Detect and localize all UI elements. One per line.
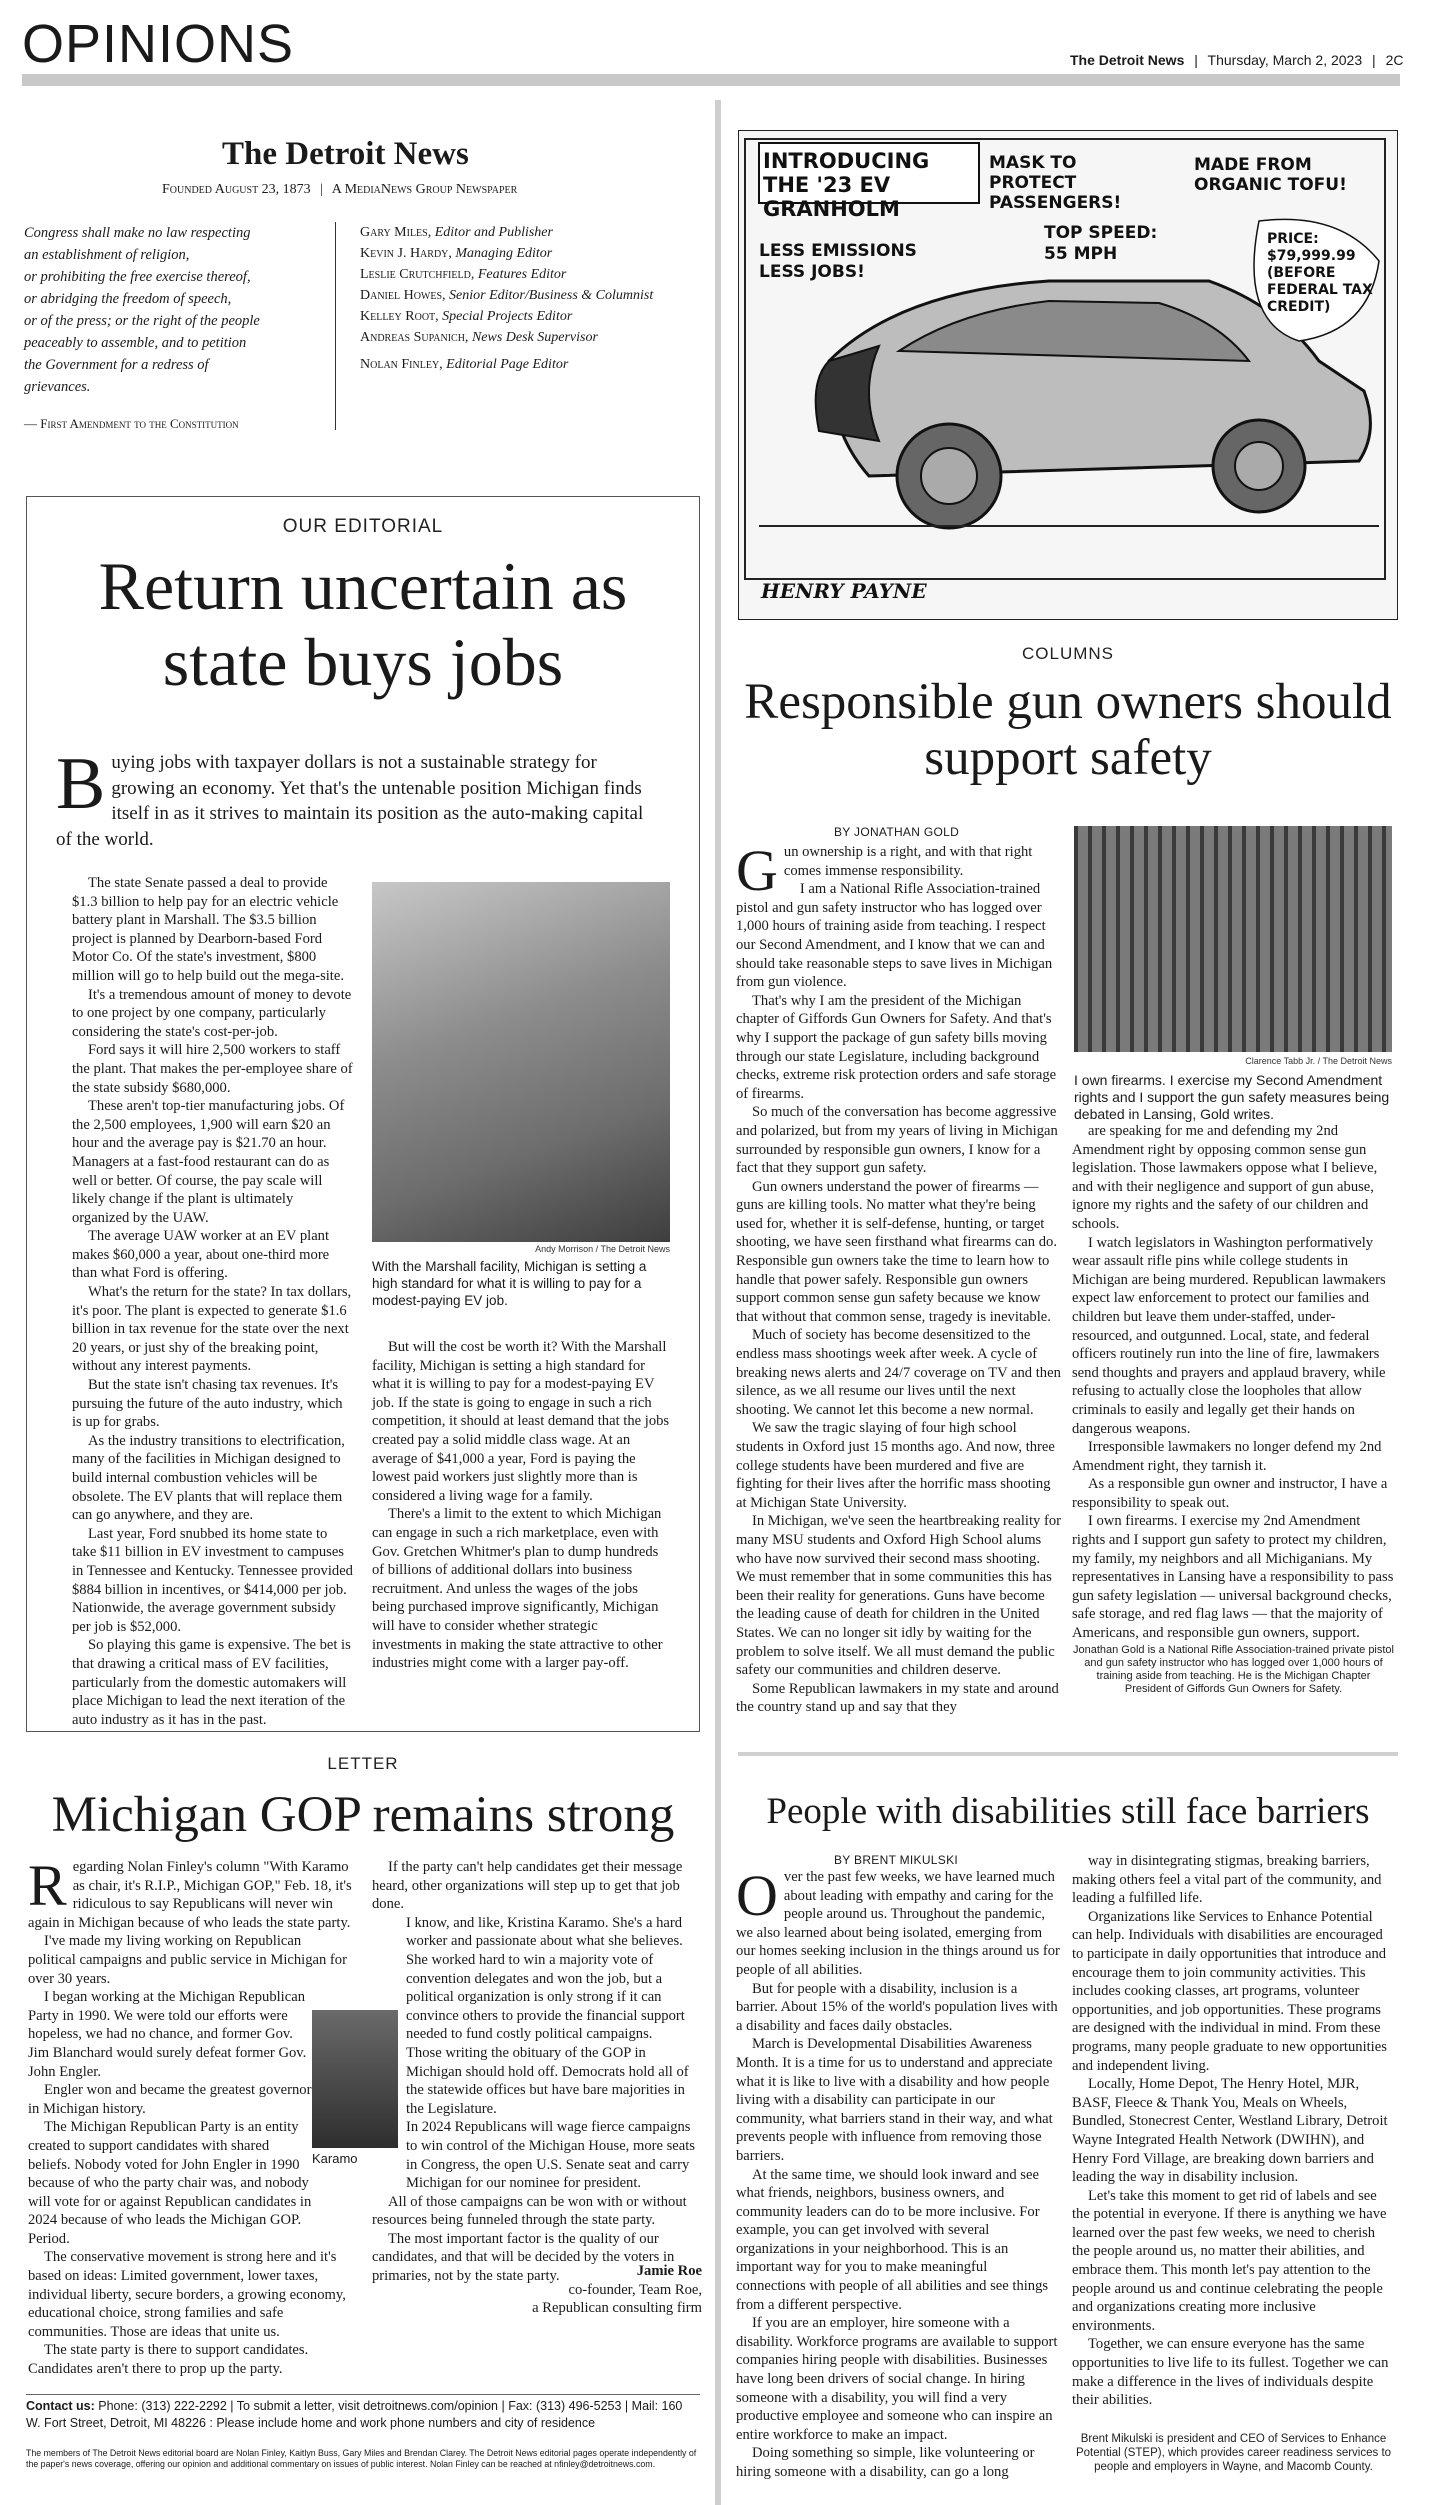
- amendment-line: Congress shall make no law respecting: [24, 225, 251, 241]
- staff-role: Features Editor: [477, 267, 567, 282]
- editorial-photo-credit: Andy Morrison / The Detroit News: [535, 1244, 670, 1254]
- staff-role: Managing Editor: [455, 246, 553, 261]
- paragraph: We saw the tragic slaying of four high school students in Oxford just 15 months ago. And now, three college students have been murdered and five are fighting for their lives after the horrific mass shooting at Michigan State University.: [736, 1420, 1055, 1511]
- editorial-dropcap: B: [56, 743, 106, 825]
- cartoon-label-3: MADE FROM ORGANIC TOFU!: [1194, 155, 1347, 195]
- letter-kicker: LETTER: [327, 1754, 399, 1773]
- paragraph: [736, 1863, 1060, 1980]
- amendment-line: peaceably to assemble, and to petition: [24, 335, 247, 351]
- paragraph-text: ver the past few weeks, we have learned much about leading with empathy and caring for the people around us. Throughout the pandemic, we also learned about being isolated, emerging from our homes seeking inclusion in the things around us for people of all abilities.: [736, 1869, 1060, 1978]
- column-col2: [1072, 1122, 1395, 1643]
- header-meta: The Detroit News | Thursday, March 2, 2023 | 2C: [1070, 52, 1404, 68]
- editorial-kicker: OUR EDITORIAL: [282, 516, 444, 537]
- cartoon-label-6: PRICE: $79,999.99 (BEFORE FEDERAL TAX CREDIT): [1267, 231, 1373, 315]
- masthead-founded: Founded August 23, 1873 | A MediaNews Group Newspaper: [162, 182, 518, 197]
- first-amendment: [24, 222, 324, 398]
- paragraph: I am a National Rifle Association-trained pistol and gun safety instructor who has logged over 1,000 hours of training aside from teaching. I respect our Second Amendment, and I know that we can and should take reasonable steps to save lives in Michigan from gun violence.: [736, 881, 1053, 991]
- paragraph: But will the cost be worth it? With the Marshall facility, Michigan is setting a high standard for what it is willing to pay for a modest-paying EV job. If the state is going to engage in such a rich competition, it should at least demand that the jobs created pay a solid middle class wage. At an average of $41,000 a year, Ford is paying the lowest paid workers just slightly more than is considered a living wage for a family.: [372, 1339, 670, 1504]
- staff-entry: [360, 327, 720, 348]
- paragraph: If you are an employer, hire someone with a disability. Workforce programs are available to support companies hiring people with disabilities. Businesses have long been drivers of social change. In hiring someone with a disability, you will find a very productive employee and someone who can inspire an entire workforce to make an impact.: [736, 2315, 1058, 2443]
- staff-name: Daniel Howes,: [360, 288, 446, 303]
- header-rule: [22, 74, 1400, 86]
- paragraph: The state Senate passed a deal to provide $1.3 billion to help pay for an electric vehicle battery plant in Marshall. The $3.5 billion project is planned by Dearborn-based Ford Motor Co. Of the state's investment, $800 million will go to help build out the mega-site.: [72, 875, 344, 984]
- amendment-line: or of the press; or the right of the people: [24, 313, 260, 329]
- column-headline: Responsible gun owners should support safety: [744, 674, 1392, 786]
- paragraph: The average UAW worker at an EV plant makes $60,000 a year, about one-third more than what Ford is offering.: [72, 1228, 330, 1282]
- disabilities-headline: People with disabilities still face barriers: [766, 1791, 1370, 1832]
- paragraph: The most important factor is the quality of our candidates, and that will be decided by the voters in primaries, not by the state party.: [372, 2230, 675, 2285]
- staff-entry: [360, 264, 720, 285]
- paragraph: It's a tremendous amount of money to devote to one project by one company, particularly considering the state's cost-per-job.: [72, 986, 352, 1040]
- staff-list: [360, 222, 720, 348]
- paragraph: I watch legislators in Washington performatively wear assault rifle pins while college students in Michigan are being murdered. Republican lawmakers expect law enforcement to protect our families and children but leave them under-staffed, under-resourced, and outgunned. Local, state, and federal officers routinely run into the line of fire, lawmakers send thoughts and prayers and applaud bravery, while refusing to actually close the loopholes that allow criminals to easily and legally get their hands on dangerous weapons.: [1072, 1234, 1386, 1437]
- staff-entry: [360, 222, 720, 243]
- editorial-col2: [372, 1338, 670, 1673]
- header-page: 2C: [1385, 52, 1404, 68]
- staff-name: Andreas Supanich,: [360, 330, 469, 345]
- cartoon-label-5: TOP SPEED: 55 MPH: [1044, 223, 1158, 264]
- paragraph: But the state isn't chasing tax revenues. It's pursuing the future of the auto industry, which is up for grabs.: [72, 1377, 343, 1431]
- amendment-source: — First Amendment to the Constitution: [24, 416, 239, 431]
- staff-role: Senior Editor/Business & Columnist: [449, 288, 654, 303]
- paragraph: are speaking for me and defending my 2nd Amendment right by opposing common sense gun legislation. Those lawmakers oppose what I believe, and with their negligence and support of gun abuse, ignore my rights and the safety of our children and schools.: [1072, 1123, 1378, 1232]
- cartoon-signature: HENRY PAYNE: [761, 579, 927, 603]
- paragraph: Together, we can ensure everyone has the same opportunities to live life to its fullest. Together we can make a difference in the lives of individuals despite their abilities.: [1072, 2336, 1389, 2409]
- paragraph: Organizations like Services to Enhance Potential can help. Individuals with disabilities are encouraged to participate in daily opportunities that introduce and encourage them to join community activities. This includes cooking classes, art programs, volunteer opportunities, and job opportunities. These programs are designed with the individual in mind. From these programs, many people graduate to new opportunities and independent living.: [1072, 1908, 1387, 2074]
- dropcap: O: [736, 1863, 778, 1928]
- amendment-line: an establishment of religion,: [24, 247, 190, 263]
- amendment-line: or prohibiting the free exercise thereof,: [24, 269, 251, 285]
- paragraph: So much of the conversation has become aggressive and polarized, but from my years of living in Michigan surrounded by responsible gun owners, I know for a fact that they support gun safety.: [736, 1104, 1058, 1177]
- contact-block: [26, 2398, 700, 2432]
- column-bottom-rule: [738, 1752, 1398, 1756]
- paragraph-text: un ownership is a right, and with that right comes immense responsibility.: [783, 844, 1033, 879]
- paragraph: In 2024 Republicans will wage fierce campaigns to win control of the Michigan House, more seats in Congress, the open U.S. Senate seat and carry Michigan for our nominee for president.: [406, 2119, 695, 2192]
- paragraph: That's why I am the president of the Michigan chapter of Giffords Gun Owners for Safety. And that's why I support the package of gun safety bills moving through our state Legislature, including background checks, extreme risk protection orders and safe storage of firearms.: [736, 992, 1057, 1102]
- paragraph: In Michigan, we've seen the heartbreaking reality for many MSU students and Oxford High School alums who have now survived their second mass shooting. We must remember that in some communities this has been their reality for generations. Guns have become the leading cause of death for children in the United States. We can no longer sit idly by waiting for the problem to solve itself. We all must demand the public safety our communities and children deserve.: [736, 1513, 1061, 1679]
- paragraph: I know, and like, Kristina Karamo. She's a hard worker and passionate about what she believes. She worked hard to win a majority vote of convention delegates and won the job, but a political organization is only strong if it can convince others to provide the financial support needed to fund costly political campaigns.: [406, 1914, 685, 2043]
- paragraph: Last year, Ford snubbed its home state to take $11 billion in EV investment to campuses in Tennessee and Kentucky. Tennessee provided $884 billion in incentives, or $414,000 per job. Nationwide, the average government subsidy per job is $52,000.: [72, 1525, 353, 1635]
- staff-entry: [360, 285, 720, 306]
- disabilities-col1: [736, 1863, 1060, 2482]
- paragraph: I own firearms. I exercise my 2nd Amendment rights and I support gun safety to protect my children, my family, my neighbors and all Michiganians. My representatives in Lansing have a responsibility to pass gun safety legislation — universal background checks, safe storage, and red flag laws — that the majority of Americans, and responsible gun owners, support.: [1072, 1513, 1394, 1642]
- header-paper: The Detroit News: [1070, 52, 1185, 68]
- editorial-cartoon: [738, 130, 1398, 620]
- masthead-title: The Detroit News: [222, 136, 469, 172]
- paragraph: There's a limit to the extent to which Michigan can engage in such a rich marketplace, even with Gov. Gretchen Whitmer's plan to dump hundreds of billions of additional dollars into business recruitment. And unless the wages of the jobs being purchased improve significantly, Michigan will have to consider whether strategic investments in making the state attractive to other industries might come with a larger pay-off.: [372, 1506, 663, 1672]
- paragraph: Ford says it will hire 2,500 workers to staff the plant. That makes the per-employee share of the state subsidy $680,000.: [72, 1042, 353, 1096]
- letter-headline: Michigan GOP remains strong: [51, 1787, 675, 1843]
- paragraph: Gun owners understand the power of firearms — guns are killing tools. No matter what they're being used for, whether it is self-defense, hunting, or target shooting, we have seen firsthand what firearms can do. Responsible gun owners take the time to learn how to handle that power safely. Responsible gun owners support common sense gun safety because we know that without that common sense, tragedy is inevitable.: [736, 1178, 1057, 1325]
- staff-name: Gary Miles,: [360, 225, 432, 240]
- gun-rack-photo: [1074, 826, 1392, 1052]
- staff-name: Kevin J. Hardy,: [360, 246, 452, 261]
- paragraph: Locally, Home Depot, The Henry Hotel, MJR, BASF, Fleece & Thank You, Meals on Wheels, Bundled, Stonecrest Center, Westland Library, Detroit Wayne Integrated Health Network (DWIHN), and Henry Ford Village, are breaking down barriers and leading the way in disability inclusion.: [1072, 2076, 1388, 2186]
- column-byline: BY JONATHAN GOLD: [834, 825, 960, 839]
- editorial-lede: [56, 743, 656, 852]
- paragraph: I've made my living working on Republican political campaigns and public service in Michigan for over 30 years.: [28, 1933, 347, 1987]
- cartoon-label-1: INTRODUCING THE '23 EV GRANHOLM: [763, 149, 930, 221]
- amendment-line: grievances.: [24, 379, 91, 395]
- column-photo-credit: Clarence Tabb Jr. / The Detroit News: [1245, 1056, 1392, 1066]
- signer-name: Jamie Roe: [636, 2263, 702, 2279]
- signer-line1: co-founder, Team Roe,: [568, 2281, 702, 2298]
- editorial-photo-caption: With the Marshall facility, Michigan is setting a high standard for what it is willing to pay for a modest-paying EV job.: [372, 1259, 647, 1308]
- paragraph: The state party is there to support candidates. Candidates aren't there to prop up the party.: [28, 2342, 309, 2378]
- editorial-board-note: The members of The Detroit News editorial board are Nolan Finley, Kaitlyn Buss, Gary Miles and Brendan Clarey. The Detroit News editorial pages operate independently of the paper's news coverage, offering our opinion and additional commentary on issues of public interest. Nolan Finley can be reached at nfinley@detroitnews.com.: [26, 2448, 697, 2469]
- contact-text: Phone: (313) 222-2292 | To submit a letter, visit detroitnews.com/opinion | Fax: (313) 496-5253 | Mail: 160 W. Fort Street, Detroit, MI 48226 : Please include home and work phone numbers and city of residence: [26, 2399, 683, 2430]
- contact-label: Contact us:: [26, 2399, 95, 2413]
- paragraph: What's the return for the state? In tax dollars, it's poor. The plant is expected to generate $1.6 billion in tax revenue for the state over the next 20 years, or just shy of the breaking point, without any interest payments.: [72, 1284, 352, 1375]
- paragraph: Let's take this moment to get rid of labels and see the potential in everyone. If there is anything we have learned over the past few weeks, we need to cherish the people around us, no matter their abilities, and embrace them. This month let's pay attention to the people around us and continue celebrating the people and organizations creating more inclusive environments.: [1072, 2187, 1387, 2334]
- paragraph: [736, 838, 1061, 903]
- paragraph: As the industry transitions to electrification, many of the facilities in Michigan designed to build internal combustion vehicles will be obsolete. The EV plants that will replace them can go anywhere, and they are.: [72, 1432, 345, 1524]
- staff-name: Leslie Crutchfield,: [360, 267, 475, 282]
- editorial-lede-text: uying jobs with taxpayer dollars is not a sustainable strategy for growing an economy. Yet that's the untenable position Michigan finds itself in as it strives to maintain its position as the auto-making capital of the world.: [56, 752, 644, 850]
- paragraph: All of those campaigns can be won with or without resources being funneled through the state party.: [372, 2193, 687, 2229]
- paragraph: The conservative movement is strong here and it's based on ideas: Limited government, lower taxes, individual liberty, secure borders, a growing economy, educational choice, strong families and safe communities. Those are ideas that unite us.: [28, 2249, 346, 2340]
- section-title: OPINIONS: [22, 14, 295, 74]
- paragraph: I began working at the Michigan Republican Party in 1990. We were told our efforts were hopeless, we had no chance, and former Gov. Jim Blanchard would surely defeat former Gov. John Engler.: [28, 1989, 307, 2080]
- cartoon-label-2: MASK TO PROTECT PASSENGERS!: [989, 153, 1122, 213]
- letter-col1: [28, 1853, 352, 2379]
- paragraph: As a responsible gun owner and instructor, I have a responsibility to speak out.: [1072, 1476, 1388, 1511]
- paragraph: March is Developmental Disabilities Awareness Month. It is a time for us to understand and appreciate what it is like to live with a disability and how people living with a disability can participate in our community, what barriers stand in their way, and what prevents people with influence from removing those barriers.: [736, 2036, 1053, 2164]
- editorial-page-editor: [360, 357, 568, 373]
- disabilities-byline: BY BRENT MIKULSKI: [834, 1853, 959, 1867]
- founded-date: Founded August 23, 1873: [162, 182, 311, 197]
- cartoon-label-4: LESS EMISSIONS LESS JOBS!: [759, 241, 917, 282]
- paragraph: way in disintegrating stigmas, breaking barriers, making others feel a vital part of the community, and leading a fulfilled life.: [1072, 1853, 1382, 1907]
- newspaper-group: A MediaNews Group Newspaper: [331, 182, 518, 197]
- staff-entry: [360, 306, 720, 327]
- staff-entry: [360, 243, 720, 264]
- signer-line2: a Republican consulting firm: [532, 2300, 702, 2317]
- paragraph: The Michigan Republican Party is an entity created to support candidates with shared beliefs. Nobody voted for John Engler in 1990 because of who the party chair was, and nobody will vote for or against Republican candidates in 2024 because of who leads the Michigan GOP. Period.: [28, 2119, 312, 2247]
- paragraph-text: egarding Nolan Finley's column "With Karamo as chair, it's R.I.P., Michigan GOP," Feb. 18, it's ridiculous to say Republicans will never win again in Michigan because of who leads the state party.: [28, 1859, 352, 1931]
- staff-role: News Desk Supervisor: [471, 330, 598, 345]
- editorial-col1: [72, 874, 354, 1729]
- letter-signer: [440, 2262, 702, 2318]
- editor-name: Nolan Finley,: [360, 357, 443, 372]
- staff-role: Special Projects Editor: [442, 309, 573, 324]
- column-kicker: COLUMNS: [1021, 644, 1114, 663]
- dropcap: G: [736, 838, 778, 903]
- column-author-tagline: Jonathan Gold is a National Rifle Association-trained private pistol and gun safety instructor who has logged over 1,000 hours of training aside from teaching. He is the Michigan Chapter President of Giffords Gun Owners for Safety.: [1072, 1644, 1394, 1695]
- editorial-headline: Return uncertain as state buys jobs: [98, 548, 628, 700]
- marshall-facility-photo: [372, 882, 670, 1242]
- paragraph: At the same time, we should look inward and see what friends, neighbors, business owners, and community leaders can do to be more inclusive. For example, you can get involved with several organizations in your neighborhood. This is an important way for you to make meaningful connections with people of all abilities and see things from a different perspective.: [736, 2166, 1049, 2313]
- dropcap: R: [28, 1853, 67, 1918]
- paragraph: Doing something so simple, like volunteering or hiring someone with a disability, can go a long: [736, 2445, 1035, 2480]
- paragraph: Engler won and became the greatest governor in Michigan history.: [28, 2082, 312, 2117]
- paragraph: These aren't top-tier manufacturing jobs. Of the 2,500 employees, 1,900 will earn $20 an hour and the average pay is $21.70 an hour. Managers at a fast-food restaurant can do as well or better. Of course, the pay scale will likely change if the plant is ultimately organized by the UAW.: [72, 1098, 345, 1226]
- staff-name: Kelley Root,: [360, 309, 439, 324]
- paragraph: Irresponsible lawmakers no longer defend my 2nd Amendment right, they tarnish it.: [1072, 1439, 1382, 1474]
- paragraph: If the party can't help candidates get their message heard, other organizations will step up to get that job done.: [372, 1859, 683, 1913]
- paragraph: Some Republican lawmakers in my state and around the country stand up and say that they: [736, 1680, 1059, 1716]
- paragraph: [28, 1853, 352, 1932]
- disabilities-col2: [1072, 1852, 1395, 2410]
- letter-col2: [372, 1858, 702, 2286]
- column-col1: [736, 838, 1061, 1717]
- karamo-caption: Karamo: [312, 2151, 358, 2166]
- staff-role: Editor and Publisher: [434, 225, 553, 240]
- header-date: Thursday, March 2, 2023: [1207, 52, 1363, 68]
- editor-role: Editorial Page Editor: [446, 357, 569, 372]
- amendment-line: the Government for a redress of: [24, 357, 209, 373]
- contact-rule: [26, 2394, 700, 2395]
- amendment-line: or abridging the freedom of speech,: [24, 291, 232, 307]
- paragraph: But for people with a disability, inclusion is a barrier. About 15% of the world's population lives with a disability and faces daily obstacles.: [736, 1980, 1058, 2034]
- paragraph: Much of society has become desensitized to the endless mass shootings week after week. A cycle of breaking news alerts and 24/7 coverage on TV and then silence, as we all resume our lives until the next shooting. We cannot let this become a new normal.: [736, 1327, 1061, 1418]
- masthead-divider: [335, 222, 336, 430]
- paragraph: Those writing the obituary of the GOP in Michigan should hold off. Democrats hold all of the statewide offices but have bare majorities in the Legislature.: [406, 2044, 689, 2117]
- paragraph: So playing this game is expensive. The bet is that drawing a critical mass of EV facilities, particularly from the domestic automakers will place Michigan to lead the next iteration of the auto industry as it has in the past.: [72, 1637, 351, 1728]
- column-photo-caption: I own firearms. I exercise my Second Amendment rights and I support the gun safety measures being debated in Lansing, Gold writes.: [1074, 1072, 1390, 1122]
- center-divider: [715, 100, 721, 2505]
- disabilities-author-tagline: Brent Mikulski is president and CEO of Services to Enhance Potential (STEP), which provides career readiness services to people and employers in Wayne, and Macomb County.: [1075, 2433, 1392, 2473]
